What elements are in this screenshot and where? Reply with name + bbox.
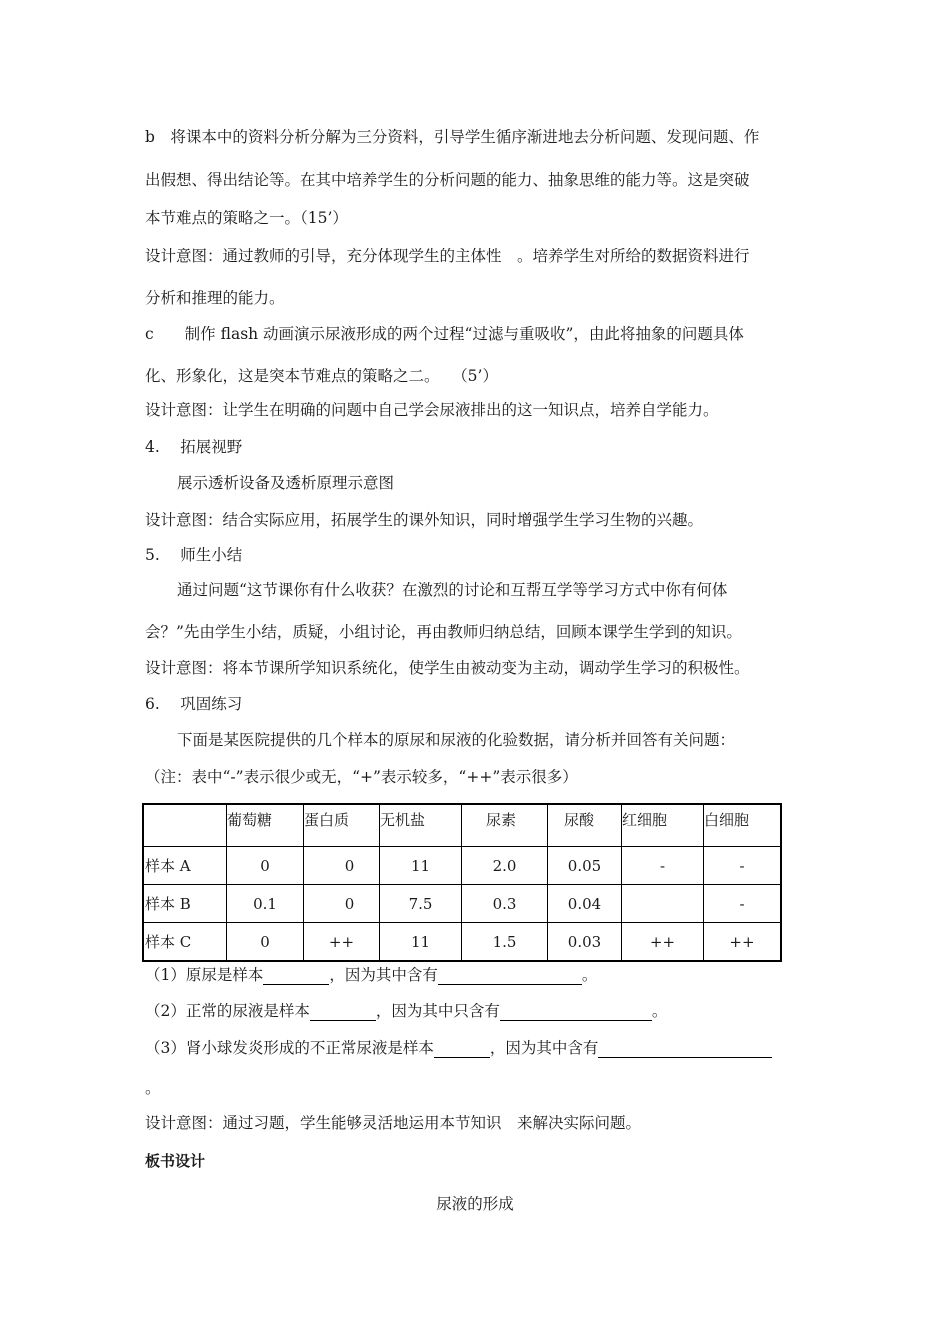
table-cell: 7.5: [380, 885, 462, 923]
table-row: [143, 923, 781, 962]
table-cell: 11: [380, 847, 462, 885]
section-5-text-line2: 会？”先由学生小结，质疑，小组讨论，再由教师归纳总结，回顾本课学生学到的知识。: [145, 623, 742, 641]
section-5-heading: 5. 师生小结: [145, 546, 243, 564]
question-1-end: 。: [581, 966, 598, 984]
table-note: （注：表中“-”表示很少或无，“+”表示较多，“++”表示很多）: [145, 768, 578, 786]
table-row: [143, 885, 781, 923]
table-cell: [622, 885, 704, 923]
answer-blank[interactable]: [263, 968, 329, 985]
table-cell: 2.0: [462, 847, 548, 885]
answer-blank[interactable]: [500, 1004, 652, 1021]
design-intent-4: 设计意图：将本节课所学知识系统化，使学生由被动变为主动，调动学生学习的积极性。: [145, 659, 750, 677]
table-cell: 0.03: [548, 923, 622, 962]
header-cell-urea: 尿素: [462, 804, 548, 847]
section-5-text-line1: 通过问题“这节课你有什么收获？在激烈的讨论和互帮互学等学习方式中你有何体: [177, 581, 728, 599]
header-cell-rbc: 红细胞: [622, 804, 704, 847]
table-cell: 0: [227, 923, 304, 962]
question-1: [145, 965, 597, 985]
table-cell: ++: [304, 923, 380, 962]
paragraph-c-line2: 化、形象化，这是突本节难点的策略之二。 （5’）: [145, 367, 498, 385]
row-label: 样本 A: [143, 847, 227, 885]
header-cell-glucose: 葡萄糖: [227, 804, 304, 847]
header-cell-wbc: 白细胞: [704, 804, 782, 847]
question-3: [145, 1038, 772, 1058]
table-cell: 0: [304, 885, 380, 923]
table-cell: 11: [380, 923, 462, 962]
question-3-mid: ，因为其中含有: [489, 1039, 599, 1057]
answer-blank[interactable]: [438, 968, 582, 985]
answer-blank[interactable]: [598, 1041, 772, 1058]
row-label: 样本 B: [143, 885, 227, 923]
table-cell: 0.1: [227, 885, 304, 923]
table-header-row: [143, 804, 781, 847]
question-1-mid: ，因为其中含有: [329, 966, 438, 984]
board-design-heading: 板书设计: [145, 1152, 206, 1170]
table-cell: -: [622, 847, 704, 885]
row-label: 样本 C: [143, 923, 227, 962]
design-intent-1b: 分析和推理的能力。: [145, 289, 285, 307]
lab-data-table: [142, 803, 782, 962]
question-2: [145, 1001, 667, 1021]
board-title: 尿液的形成: [436, 1195, 514, 1213]
question-2-prefix: （2）正常的尿液是样本: [145, 1002, 310, 1020]
answer-blank[interactable]: [310, 1004, 376, 1021]
table-cell: 1.5: [462, 923, 548, 962]
question-3-end: 。: [145, 1079, 161, 1097]
design-intent-1a: 设计意图：通过教师的引导，充分体现学生的主体性 。培养学生对所给的数据资料进行: [145, 247, 750, 265]
table-cell: -: [704, 885, 782, 923]
question-2-end: 。: [651, 1002, 668, 1020]
question-2-mid: ，因为其中只含有: [375, 1002, 500, 1020]
table-cell: -: [704, 847, 782, 885]
section-6-heading: 6. 巩固练习: [145, 695, 243, 713]
table-cell: 0.3: [462, 885, 548, 923]
table-cell: ++: [622, 923, 704, 962]
header-cell-salt: 无机盐: [380, 804, 462, 847]
section-4-heading: 4. 拓展视野: [145, 438, 243, 456]
design-intent-2: 设计意图：让学生在明确的问题中自己学会尿液排出的这一知识点，培养自学能力。: [145, 401, 719, 419]
paragraph-b-line1: b 将课本中的资料分析分解为三分资料，引导学生循序渐进地去分析问题、发现问题、作: [145, 128, 760, 146]
section-4-text: 展示透析设备及透析原理示意图: [177, 474, 395, 492]
header-cell-uric-acid: 尿酸: [548, 804, 622, 847]
section-6-text: 下面是某医院提供的几个样本的原尿和尿液的化验数据，请分析并回答有关问题：: [177, 731, 736, 749]
table-cell: 0: [227, 847, 304, 885]
table-cell: ++: [704, 923, 782, 962]
table-row: [143, 847, 781, 885]
paragraph-b-line3: 本节难点的策略之一。（15’）: [145, 209, 348, 227]
header-cell-empty: [143, 804, 227, 847]
question-1-prefix: （1）原尿是样本: [145, 966, 264, 984]
table-cell: 0.04: [548, 885, 622, 923]
paragraph-b-line2: 出假想、得出结论等。在其中培养学生的分析问题的能力、抽象思维的能力等。这是突破: [145, 171, 750, 189]
table-cell: 0: [304, 847, 380, 885]
paragraph-c-line1: c 制作 flash 动画演示尿液形成的两个过程“过滤与重吸收”，由此将抽象的问题具体: [145, 325, 744, 343]
design-intent-5: 设计意图：通过习题，学生能够灵活地运用本节知识 来解决实际问题。: [145, 1114, 642, 1132]
header-cell-protein: 蛋白质: [304, 804, 380, 847]
answer-blank[interactable]: [434, 1041, 490, 1058]
design-intent-3: 设计意图：结合实际应用，拓展学生的课外知识，同时增强学生学习生物的兴趣。: [145, 511, 704, 529]
table-cell: 0.05: [548, 847, 622, 885]
question-3-prefix: （3）肾小球发炎形成的不正常尿液是样本: [145, 1039, 434, 1057]
